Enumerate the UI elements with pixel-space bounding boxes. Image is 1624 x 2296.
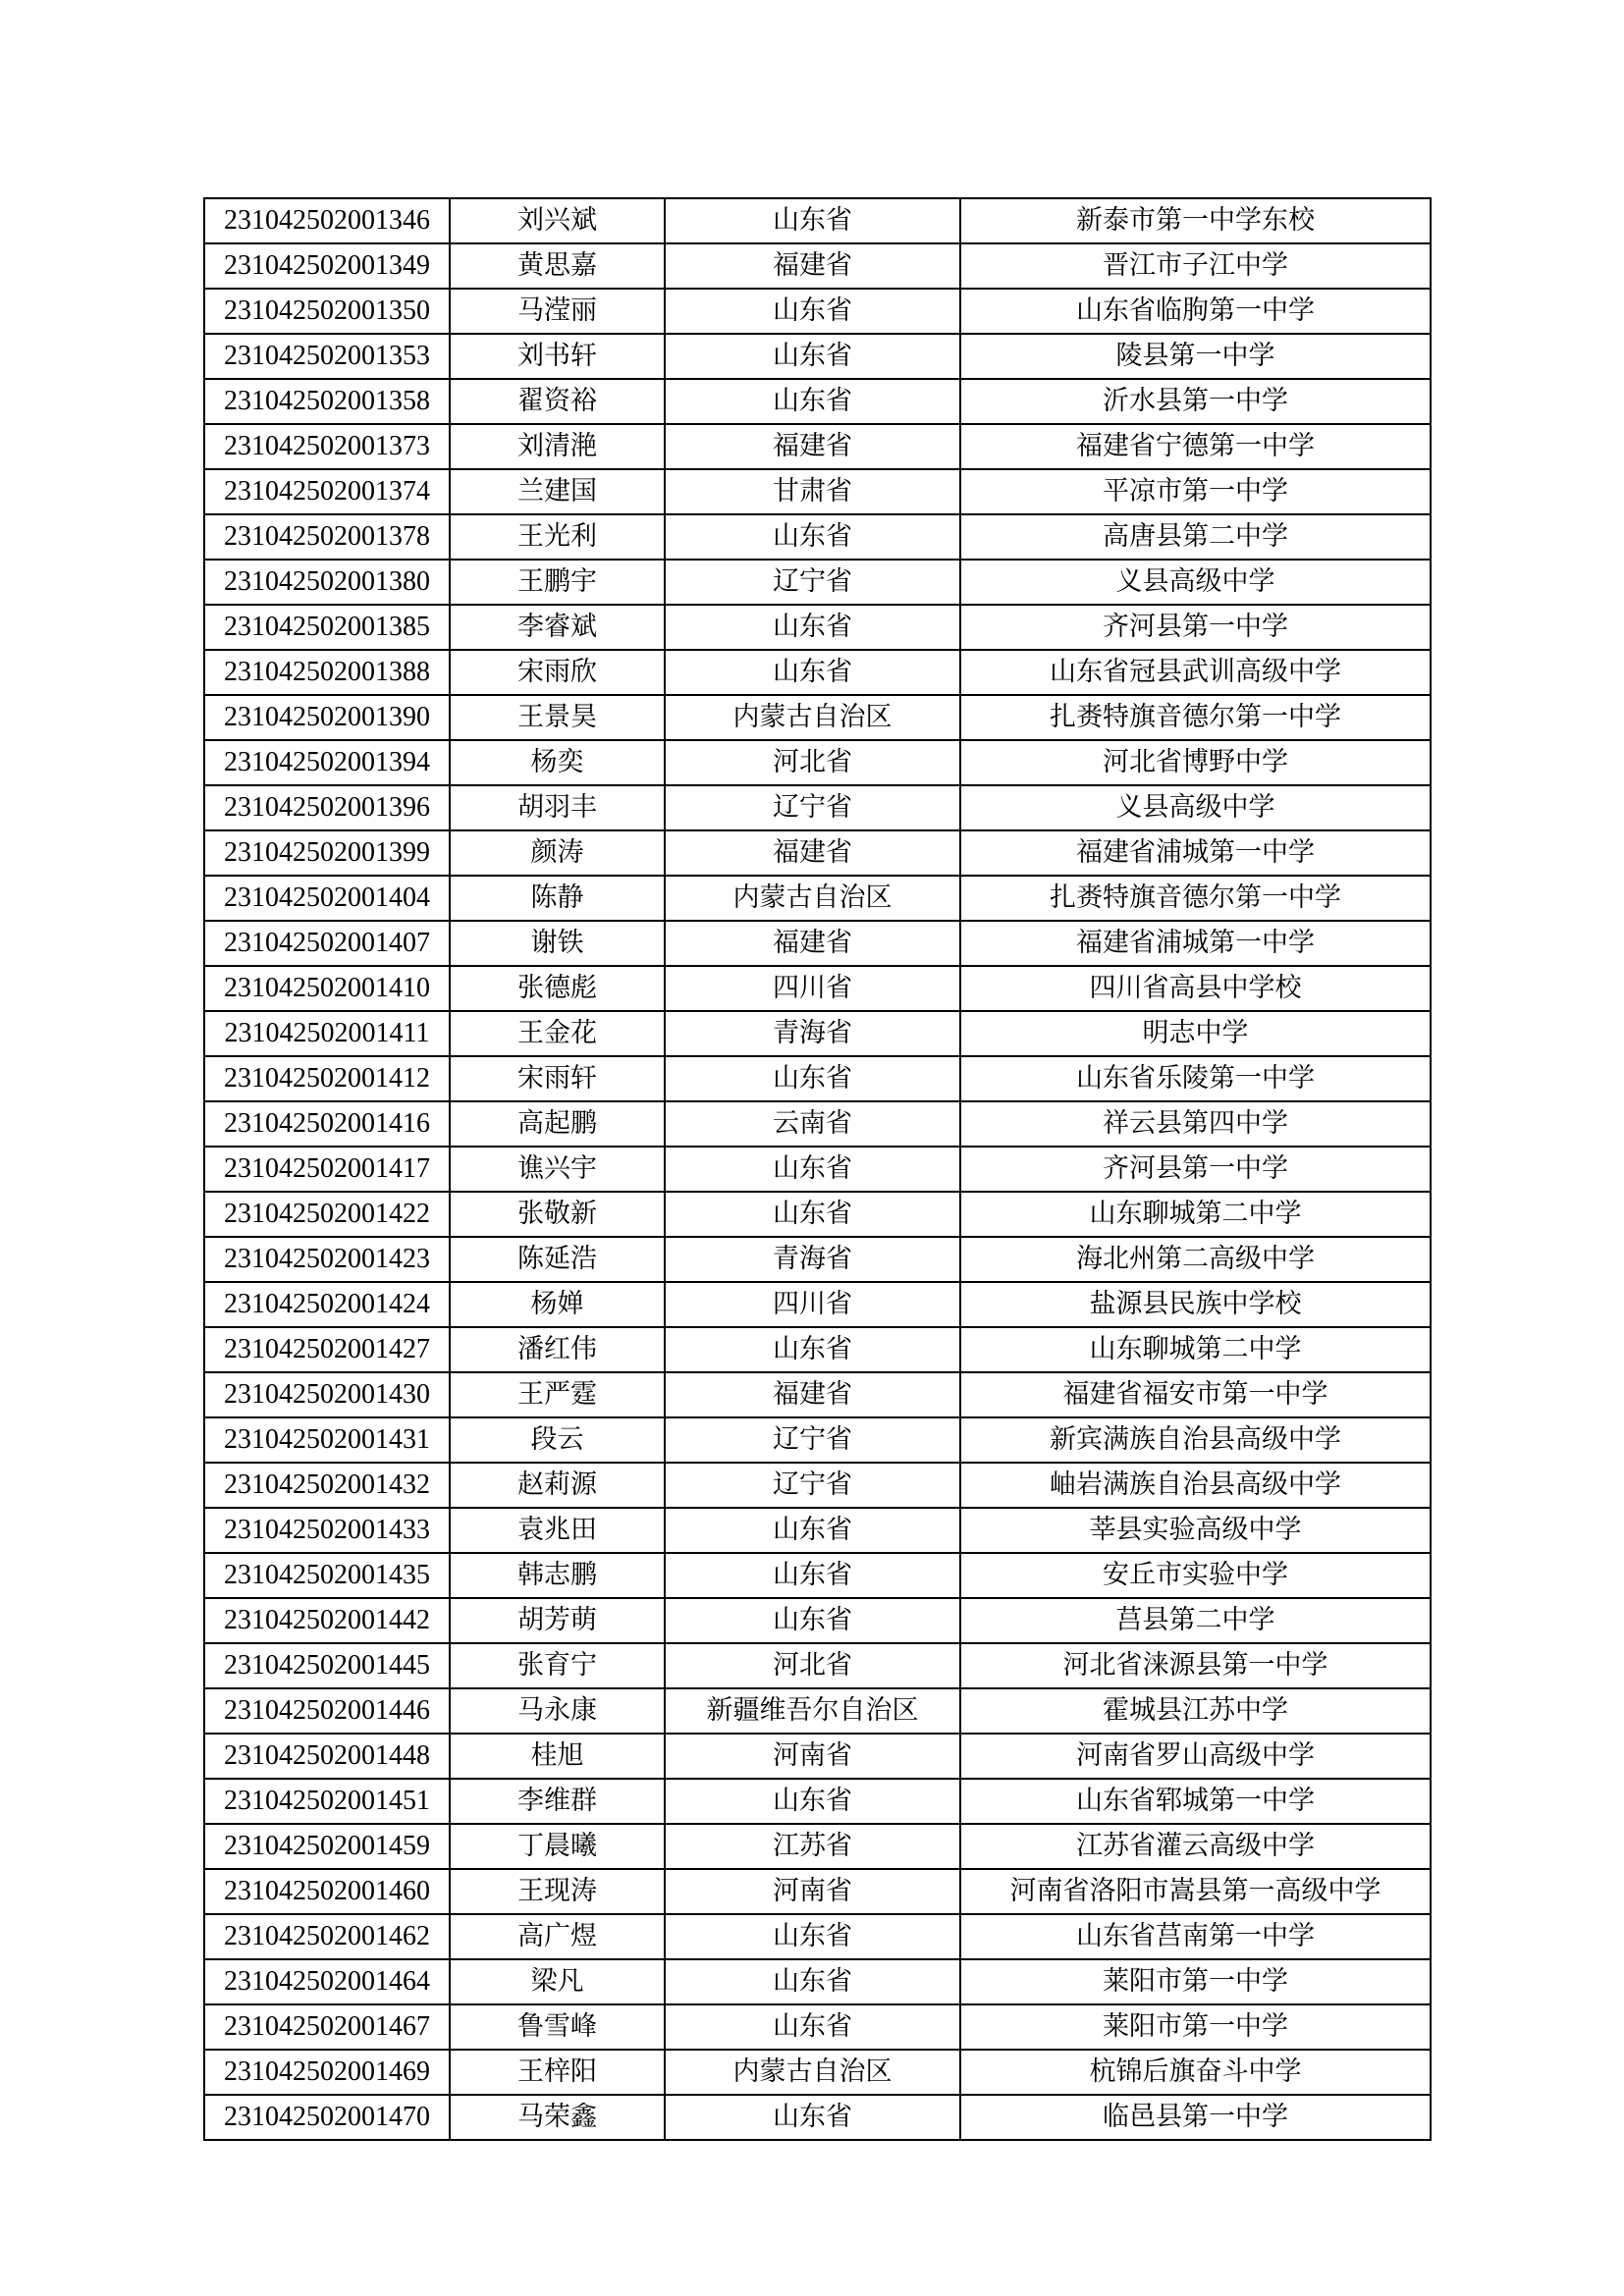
candidate-id-cell: 231042502001374 [204,469,450,514]
province-cell: 河南省 [665,1869,960,1914]
province-cell: 山东省 [665,1598,960,1643]
province-cell: 山东省 [665,650,960,695]
table-row [204,1282,1431,1327]
table-row [204,785,1431,830]
candidate-id-cell: 231042502001451 [204,1779,450,1824]
candidate-name-cell: 刘兴斌 [450,198,665,243]
candidate-id-cell: 231042502001353 [204,334,450,379]
candidate-id-cell: 231042502001412 [204,1056,450,1101]
table-row [204,650,1431,695]
candidate-name-cell: 段云 [450,1417,665,1463]
school-cell: 山东省冠县武训高级中学 [960,650,1431,695]
school-cell: 明志中学 [960,1011,1431,1056]
candidate-id-cell: 231042502001422 [204,1192,450,1237]
candidate-id-cell: 231042502001358 [204,379,450,424]
school-cell: 高唐县第二中学 [960,514,1431,560]
school-cell: 河北省博野中学 [960,740,1431,785]
province-cell: 山东省 [665,1959,960,2004]
candidate-name-cell: 李睿斌 [450,605,665,650]
province-cell: 山东省 [665,1508,960,1553]
candidate-id-cell: 231042502001469 [204,2050,450,2095]
province-cell: 内蒙古自治区 [665,695,960,740]
candidate-id-cell: 231042502001380 [204,560,450,605]
school-cell: 霍城县江苏中学 [960,1688,1431,1734]
candidate-name-cell: 谯兴宇 [450,1147,665,1192]
candidate-name-cell: 杨婵 [450,1282,665,1327]
province-cell: 甘肃省 [665,469,960,514]
candidate-id-cell: 231042502001346 [204,198,450,243]
table-row [204,605,1431,650]
province-cell: 新疆维吾尔自治区 [665,1688,960,1734]
province-cell: 福建省 [665,921,960,966]
school-cell: 山东省莒南第一中学 [960,1914,1431,1959]
province-cell: 江苏省 [665,1824,960,1869]
candidate-id-cell: 231042502001460 [204,1869,450,1914]
table-row [204,1508,1431,1553]
province-cell: 山东省 [665,1056,960,1101]
table-row [204,198,1431,243]
province-cell: 山东省 [665,605,960,650]
school-cell: 福建省浦城第一中学 [960,921,1431,966]
candidate-id-cell: 231042502001427 [204,1327,450,1372]
candidate-id-cell: 231042502001385 [204,605,450,650]
province-cell: 辽宁省 [665,1463,960,1508]
school-cell: 莱阳市第一中学 [960,2004,1431,2050]
school-cell: 莱阳市第一中学 [960,1959,1431,2004]
candidate-id-cell: 231042502001464 [204,1959,450,2004]
province-cell: 辽宁省 [665,1417,960,1463]
table-row [204,740,1431,785]
candidate-id-cell: 231042502001399 [204,830,450,876]
school-cell: 河南省洛阳市嵩县第一高级中学 [960,1869,1431,1914]
province-cell: 山东省 [665,1914,960,1959]
table-row [204,1553,1431,1598]
table-row [204,1327,1431,1372]
table-row [204,289,1431,334]
candidate-name-cell: 马滢丽 [450,289,665,334]
school-cell: 沂水县第一中学 [960,379,1431,424]
candidate-name-cell: 刘清滟 [450,424,665,469]
province-cell: 四川省 [665,966,960,1011]
candidate-id-cell: 231042502001435 [204,1553,450,1598]
school-cell: 河北省涞源县第一中学 [960,1643,1431,1688]
table-row [204,2050,1431,2095]
province-cell: 河南省 [665,1734,960,1779]
candidate-name-cell: 梁凡 [450,1959,665,2004]
candidate-id-cell: 231042502001445 [204,1643,450,1688]
candidate-table [203,197,1432,2141]
table-row [204,1056,1431,1101]
school-cell: 安丘市实验中学 [960,1553,1431,1598]
school-cell: 福建省宁德第一中学 [960,424,1431,469]
candidate-name-cell: 王现涛 [450,1869,665,1914]
table-row [204,1372,1431,1417]
table-row [204,1824,1431,1869]
table-row [204,1959,1431,2004]
school-cell: 扎赉特旗音德尔第一中学 [960,695,1431,740]
candidate-id-cell: 231042502001390 [204,695,450,740]
candidate-id-cell: 231042502001423 [204,1237,450,1282]
candidate-id-cell: 231042502001442 [204,1598,450,1643]
candidate-id-cell: 231042502001417 [204,1147,450,1192]
school-cell: 莒县第二中学 [960,1598,1431,1643]
candidate-id-cell: 231042502001350 [204,289,450,334]
province-cell: 福建省 [665,1372,960,1417]
province-cell: 内蒙古自治区 [665,876,960,921]
province-cell: 山东省 [665,514,960,560]
province-cell: 山东省 [665,1779,960,1824]
province-cell: 山东省 [665,2004,960,2050]
candidate-name-cell: 桂旭 [450,1734,665,1779]
school-cell: 四川省高县中学校 [960,966,1431,1011]
candidate-name-cell: 张敬新 [450,1192,665,1237]
province-cell: 山东省 [665,198,960,243]
candidate-name-cell: 王金花 [450,1011,665,1056]
table-row [204,1643,1431,1688]
province-cell: 辽宁省 [665,785,960,830]
candidate-name-cell: 谢铁 [450,921,665,966]
school-cell: 义县高级中学 [960,785,1431,830]
province-cell: 福建省 [665,243,960,289]
school-cell: 岫岩满族自治县高级中学 [960,1463,1431,1508]
school-cell: 新宾满族自治县高级中学 [960,1417,1431,1463]
school-cell: 山东省乐陵第一中学 [960,1056,1431,1101]
province-cell: 山东省 [665,1327,960,1372]
school-cell: 山东聊城第二中学 [960,1192,1431,1237]
table-row [204,830,1431,876]
candidate-id-cell: 231042502001396 [204,785,450,830]
table-row [204,514,1431,560]
school-cell: 临邑县第一中学 [960,2095,1431,2140]
candidate-name-cell: 马荣鑫 [450,2095,665,2140]
candidate-name-cell: 陈延浩 [450,1237,665,1282]
school-cell: 山东聊城第二中学 [960,1327,1431,1372]
candidate-name-cell: 兰建国 [450,469,665,514]
table-row [204,1192,1431,1237]
candidate-name-cell: 黄思嘉 [450,243,665,289]
candidate-id-cell: 231042502001446 [204,1688,450,1734]
candidate-name-cell: 鲁雪峰 [450,2004,665,2050]
school-cell: 齐河县第一中学 [960,1147,1431,1192]
table-row [204,1147,1431,1192]
candidate-id-cell: 231042502001459 [204,1824,450,1869]
table-row [204,334,1431,379]
province-cell: 河北省 [665,740,960,785]
school-cell: 海北州第二高级中学 [960,1237,1431,1282]
candidate-name-cell: 宋雨轩 [450,1056,665,1101]
candidate-name-cell: 翟资裕 [450,379,665,424]
table-row [204,1463,1431,1508]
province-cell: 山东省 [665,2095,960,2140]
school-cell: 山东省临朐第一中学 [960,289,1431,334]
school-cell: 福建省福安市第一中学 [960,1372,1431,1417]
candidate-name-cell: 胡羽丰 [450,785,665,830]
province-cell: 山东省 [665,1553,960,1598]
candidate-id-cell: 231042502001404 [204,876,450,921]
table-row [204,379,1431,424]
candidate-name-cell: 张德彪 [450,966,665,1011]
table-row [204,1237,1431,1282]
candidate-name-cell: 马永康 [450,1688,665,1734]
candidate-name-cell: 丁晨曦 [450,1824,665,1869]
province-cell: 福建省 [665,830,960,876]
province-cell: 山东省 [665,334,960,379]
candidate-id-cell: 231042502001430 [204,1372,450,1417]
school-cell: 陵县第一中学 [960,334,1431,379]
province-cell: 山东省 [665,1192,960,1237]
candidate-name-cell: 赵莉源 [450,1463,665,1508]
school-cell: 福建省浦城第一中学 [960,830,1431,876]
candidate-name-cell: 刘书轩 [450,334,665,379]
province-cell: 青海省 [665,1011,960,1056]
candidate-id-cell: 231042502001462 [204,1914,450,1959]
province-cell: 山东省 [665,379,960,424]
candidate-id-cell: 231042502001394 [204,740,450,785]
province-cell: 青海省 [665,1237,960,1282]
candidate-id-cell: 231042502001431 [204,1417,450,1463]
province-cell: 云南省 [665,1101,960,1147]
school-cell: 江苏省灌云高级中学 [960,1824,1431,1869]
table-row [204,560,1431,605]
school-cell: 齐河县第一中学 [960,605,1431,650]
table-row [204,1598,1431,1643]
table-row [204,469,1431,514]
candidate-name-cell: 宋雨欣 [450,650,665,695]
table-row [204,1011,1431,1056]
school-cell: 杭锦后旗奋斗中学 [960,2050,1431,2095]
table-row [204,1779,1431,1824]
school-cell: 河南省罗山高级中学 [960,1734,1431,1779]
candidate-name-cell: 袁兆田 [450,1508,665,1553]
candidate-name-cell: 王梓阳 [450,2050,665,2095]
school-cell: 新泰市第一中学东校 [960,198,1431,243]
candidate-id-cell: 231042502001470 [204,2095,450,2140]
table-row [204,2095,1431,2140]
province-cell: 四川省 [665,1282,960,1327]
candidate-id-cell: 231042502001411 [204,1011,450,1056]
candidate-name-cell: 胡芳萌 [450,1598,665,1643]
candidate-name-cell: 陈静 [450,876,665,921]
candidate-id-cell: 231042502001433 [204,1508,450,1553]
school-cell: 平凉市第一中学 [960,469,1431,514]
school-cell: 义县高级中学 [960,560,1431,605]
table-row [204,966,1431,1011]
table-row [204,424,1431,469]
candidate-name-cell: 李维群 [450,1779,665,1824]
table-row [204,243,1431,289]
table-row [204,695,1431,740]
table-row [204,921,1431,966]
candidate-name-cell: 王鹏宇 [450,560,665,605]
candidate-name-cell: 高起鹏 [450,1101,665,1147]
candidate-id-cell: 231042502001349 [204,243,450,289]
candidate-id-cell: 231042502001416 [204,1101,450,1147]
table-row [204,1914,1431,1959]
school-cell: 山东省郓城第一中学 [960,1779,1431,1824]
candidate-name-cell: 杨奕 [450,740,665,785]
candidate-id-cell: 231042502001378 [204,514,450,560]
province-cell: 福建省 [665,424,960,469]
candidate-id-cell: 231042502001424 [204,1282,450,1327]
province-cell: 山东省 [665,1147,960,1192]
candidate-id-cell: 231042502001410 [204,966,450,1011]
candidate-name-cell: 王景昊 [450,695,665,740]
candidate-table-body [204,198,1431,2140]
candidate-id-cell: 231042502001448 [204,1734,450,1779]
candidate-id-cell: 231042502001467 [204,2004,450,2050]
school-cell: 祥云县第四中学 [960,1101,1431,1147]
table-row [204,1101,1431,1147]
candidate-id-cell: 231042502001432 [204,1463,450,1508]
province-cell: 河北省 [665,1643,960,1688]
province-cell: 辽宁省 [665,560,960,605]
candidate-id-cell: 231042502001388 [204,650,450,695]
province-cell: 山东省 [665,289,960,334]
candidate-name-cell: 高广煜 [450,1914,665,1959]
school-cell: 盐源县民族中学校 [960,1282,1431,1327]
table-row [204,2004,1431,2050]
school-cell: 晋江市子江中学 [960,243,1431,289]
candidate-name-cell: 韩志鹏 [450,1553,665,1598]
table-row [204,1688,1431,1734]
table-row [204,1869,1431,1914]
table-row [204,1734,1431,1779]
candidate-id-cell: 231042502001373 [204,424,450,469]
candidate-name-cell: 张育宁 [450,1643,665,1688]
candidate-id-cell: 231042502001407 [204,921,450,966]
candidate-name-cell: 王光利 [450,514,665,560]
school-cell: 莘县实验高级中学 [960,1508,1431,1553]
candidate-name-cell: 颜涛 [450,830,665,876]
candidate-name-cell: 潘红伟 [450,1327,665,1372]
province-cell: 内蒙古自治区 [665,2050,960,2095]
table-row [204,1417,1431,1463]
candidate-name-cell: 王严霆 [450,1372,665,1417]
table-row [204,876,1431,921]
school-cell: 扎赉特旗音德尔第一中学 [960,876,1431,921]
